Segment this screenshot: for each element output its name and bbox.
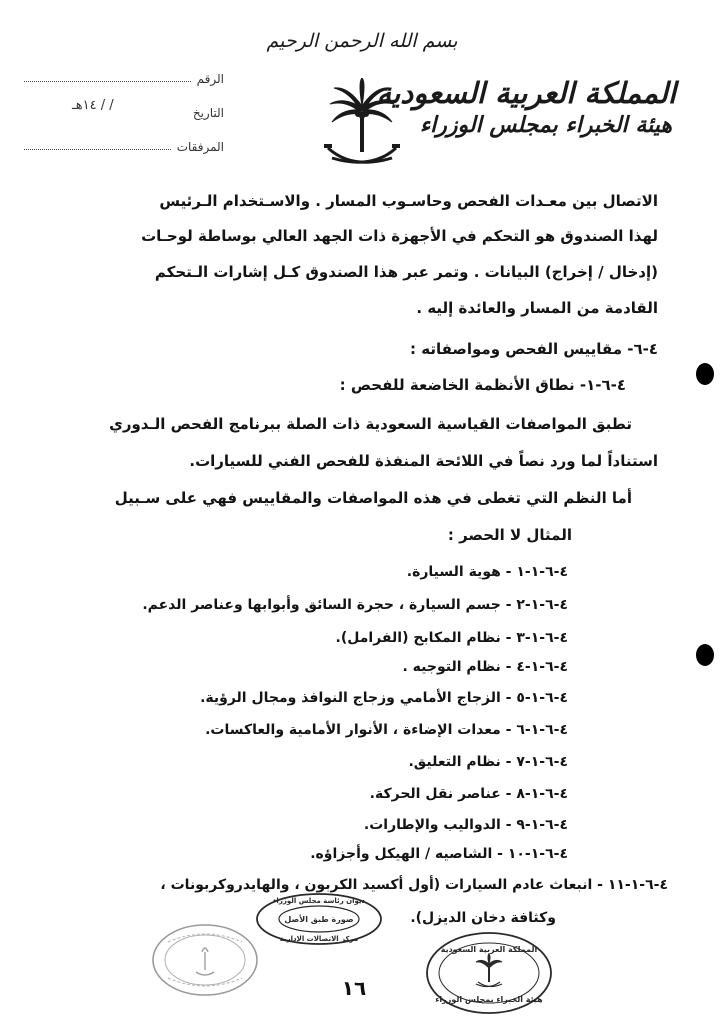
list-item: ٤-٦-١-٣ - نظام المكابح (الفرامل). [335, 630, 568, 646]
subsection-heading: ٤-٦-١- نطاق الأنظمة الخاضعة للفحص : [339, 376, 626, 394]
list-item: ٤-٦-١-١ - هوية السيارة. [406, 564, 568, 580]
paragraph-line: استناداً لما ورد نصاً في اللائحة المنفذة للفحص الفني للسيارات. [189, 452, 658, 470]
palm-swords-emblem-icon [476, 954, 502, 987]
kingdom-title: المملكة العربية السعودية [376, 76, 676, 110]
reference-number-line [24, 80, 191, 82]
reference-number-field [24, 66, 224, 86]
stamp-text: ديوان رئاسة مجلس الوزراء [272, 897, 366, 905]
list-item: ٤-٦-١-٤ - نظام التوجيه . [402, 659, 568, 675]
intro-line: لهذا الصندوق هو التحكم في الأجهزة ذات الجهد العالي بوساطة لوحـات [141, 227, 658, 245]
list-item-continuation: وكثافة دخان الديزل). [410, 910, 556, 926]
intro-line: الاتصال بين معـدات الفحص وحاسـوب المسار . والاسـتخدام الـرئيس [159, 192, 658, 210]
list-item: ٤-٦-١-٩ - الدواليب والإطارات. [363, 817, 568, 833]
reference-number-label: الرقم [196, 72, 224, 86]
list-item: ٤-٦-١-١١ - انبعاث عادم السيارات (أول أكسيد الكربون ، والهايدروكربونات ، [160, 877, 668, 893]
attachments-field [24, 134, 224, 154]
date-field [24, 100, 224, 120]
list-item: ٤-٦-١-٥ - الزجاج الأمامي وزجاج النوافذ ومجال الرؤية. [200, 690, 568, 706]
stamp-text: صورة طبق الأصل [284, 915, 354, 924]
date-hint: / / ١٤هـ [72, 98, 114, 113]
faded-official-stamp-icon [150, 922, 260, 998]
palm-swords-emblem-icon [322, 78, 402, 176]
intro-line: (إدخال / إخراج) البيانات . وتمر عبر هذا الصندوق كـل إشارات الـتحكم [154, 263, 658, 281]
basmala: بسم الله الرحمن الرحيم [266, 30, 458, 52]
list-item: ٤-٦-١-٨ - عناصر نقل الحركة. [369, 786, 568, 802]
date-label: التاريخ [192, 106, 224, 120]
section-heading: ٤-٦- مقاييس الفحص ومواصفاته : [410, 340, 658, 358]
authority-stamp [424, 930, 554, 1016]
binder-hole [696, 644, 714, 666]
stamp-text: المملكة العربية السعودية [440, 945, 538, 954]
binder-hole [696, 363, 714, 385]
intro-line: القادمة من المسار والعائدة إليه . [416, 299, 658, 317]
list-item: ٤-٦-١-٧ - نظام التعليق. [408, 754, 568, 770]
stamp-text: مركز الاتصالات الإدارية [279, 935, 359, 943]
list-item: ٤-٦-١-٦ - معدات الإضاءة ، الأنوار الأمامية والعاكسات. [205, 722, 568, 738]
authority-title: هيئة الخبراء بمجلس الوزراء [419, 112, 672, 138]
paragraph-line: المثال لا الحصر : [447, 526, 572, 544]
attachments-line [24, 148, 171, 150]
stamp-text: هيئة الخبراء بمجلس الوزراء [435, 995, 543, 1004]
true-copy-stamp [254, 892, 384, 946]
list-item: ٤-٦-١-٢ - جسم السيارة ، حجرة السائق وأبوابها وعناصر الدعم. [142, 597, 568, 613]
paragraph-line: أما النظم التي تغطى في هذه المواصفات والمقاييس فهي على سـبيل [114, 489, 632, 507]
list-item: ٤-٦-١-١٠ - الشاصيه / الهيكل وأجزاؤه. [310, 846, 568, 862]
page-number: ١٦ [341, 976, 367, 1000]
paragraph-line: تطبق المواصفات القياسية السعودية ذات الصلة ببرنامج الفحص الـدوري [109, 415, 632, 433]
attachments-label: المرفقات [176, 140, 224, 154]
